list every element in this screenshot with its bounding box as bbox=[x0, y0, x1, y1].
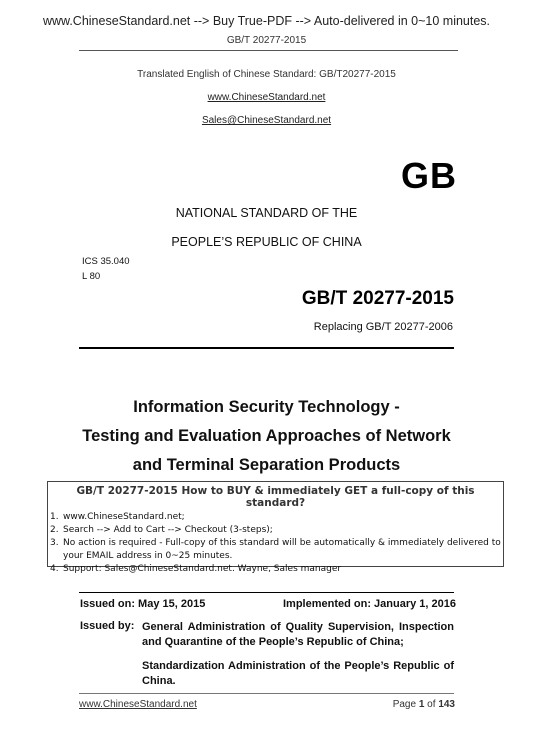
page-indicator bbox=[300, 699, 455, 710]
title-divider bbox=[79, 347, 454, 349]
issuing-authority-1: General Administration of Quality Supervision, Inspection and Quarantine of the People’s Republic of China; bbox=[142, 621, 454, 648]
issuing-authority-2: Standardization Administration of the People’s Republic of China. bbox=[142, 660, 454, 687]
website-link[interactable]: www.ChineseStandard.net bbox=[207, 92, 326, 103]
buy-step bbox=[48, 524, 503, 537]
document-title-line-1: Information Security Technology - bbox=[133, 398, 400, 416]
website-link-wrapper bbox=[0, 92, 533, 103]
buy-step-number: 3. bbox=[50, 538, 59, 548]
issued-by-block bbox=[80, 620, 454, 689]
document-title-line-2: Testing and Evaluation Approaches of Network bbox=[82, 427, 451, 445]
buy-step bbox=[48, 537, 503, 563]
buy-step-text: Support: Sales@ChineseStandard.net. Wayne, Sales manager bbox=[63, 564, 342, 574]
buy-step-text: No action is required - Full-copy of this standard will be automatically & immediately delivered to your EMAIL address in 0~25 minutes. bbox=[63, 538, 501, 561]
standard-code: GB/T 20277-2015 bbox=[301, 288, 454, 309]
header-divider bbox=[79, 50, 458, 51]
replacing-standard: Replacing GB/T 20277-2006 bbox=[313, 321, 453, 333]
page-mid: of bbox=[424, 699, 439, 710]
buy-box-heading: GB/T 20277-2015 How to BUY & immediately GET a full-copy of this standard? bbox=[76, 485, 475, 509]
buy-step bbox=[48, 563, 503, 576]
ics-code: ICS 35.040 bbox=[82, 256, 130, 267]
issued-by-row bbox=[80, 620, 454, 650]
gb-logo: GB bbox=[401, 155, 457, 196]
sales-email-link[interactable]: Sales@ChineseStandard.net bbox=[201, 115, 332, 126]
issued-date: Issued on: May 15, 2015 bbox=[80, 598, 206, 610]
email-link-wrapper bbox=[0, 115, 533, 126]
buy-step-text[interactable]: www.ChineseStandard.net; bbox=[63, 512, 185, 522]
translation-note: Translated English of Chinese Standard: GB/T20277-2015 bbox=[137, 69, 396, 80]
authority-line-2: PEOPLE’S REPUBLIC OF CHINA bbox=[171, 235, 362, 249]
header-standard-code: GB/T 20277-2015 bbox=[226, 35, 307, 46]
page-current: 1 bbox=[418, 699, 425, 710]
issue-divider bbox=[79, 592, 454, 593]
buy-step-number: 2. bbox=[50, 525, 59, 535]
footer-divider bbox=[79, 693, 454, 694]
buy-steps-list bbox=[48, 511, 503, 576]
buy-step-text: Search --> Add to Cart --> Checkout (3-steps); bbox=[63, 525, 273, 535]
buy-info-box bbox=[47, 481, 504, 574]
header-banner[interactable]: www.ChineseStandard.net --> Buy True-PDF --> Auto-delivered in 0~10 minutes. bbox=[42, 14, 491, 28]
page-prefix: Page bbox=[392, 699, 419, 710]
ccs-code: L 80 bbox=[82, 271, 101, 282]
issued-by-row bbox=[80, 659, 454, 689]
issued-by-spacer bbox=[80, 659, 142, 689]
buy-step-number: 1. bbox=[50, 512, 59, 522]
implemented-date: Implemented on: January 1, 2016 bbox=[283, 598, 457, 610]
document-title-line-3: and Terminal Separation Products bbox=[132, 456, 401, 474]
footer-website-link[interactable]: www.ChineseStandard.net bbox=[79, 699, 197, 710]
page-total: 143 bbox=[438, 699, 455, 710]
issued-by-label: Issued by: bbox=[80, 620, 135, 632]
buy-step bbox=[48, 511, 503, 524]
authority-line-1: NATIONAL STANDARD OF THE bbox=[175, 206, 358, 220]
buy-step-number: 4. bbox=[50, 564, 59, 574]
